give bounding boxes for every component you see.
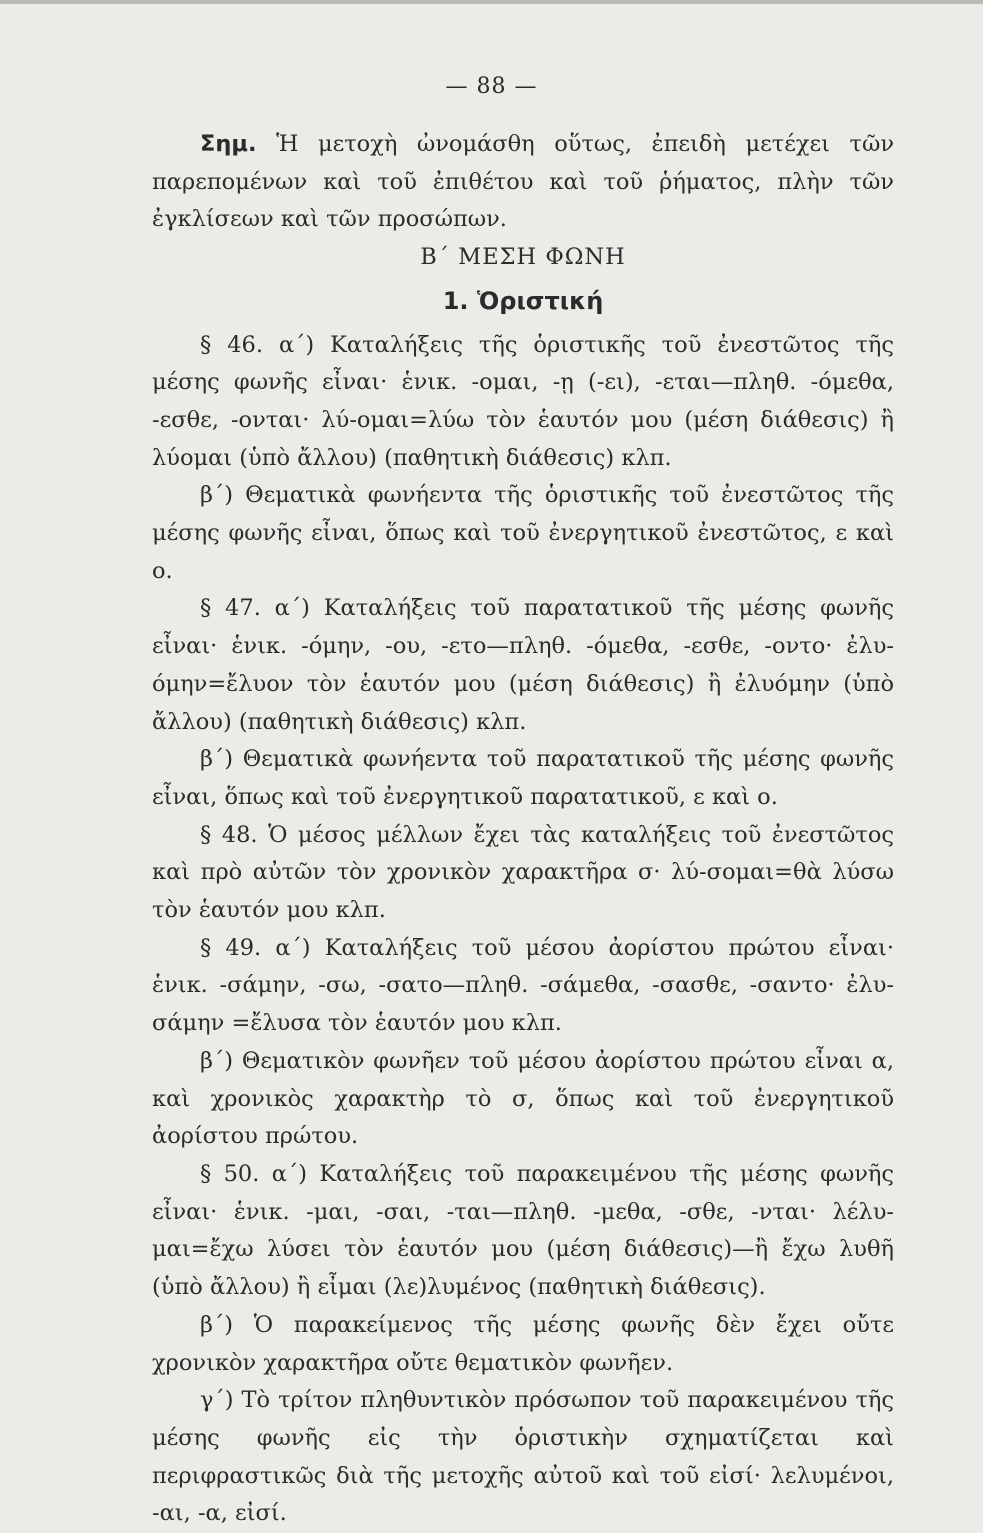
paragraph-47b: β΄) Θεματικὰ φωνήεντα τοῦ παρατατικοῦ τῆς μέσης φωνῆς εἶναι, ὅπως καὶ τοῦ ἐνεργητικοῦ παρατατικοῦ, ε καὶ ο.	[152, 746, 894, 810]
paragraph-50b: β΄) Ὁ παρακείμενος τῆς μέσης φωνῆς δὲν ἔχει οὔτε χρονικὸν χαρακτῆρα οὔτε θεματικὸν φωνῆεν.	[152, 1311, 894, 1376]
paragraph-49b: β΄) Θεματικὸν φωνῆεν τοῦ μέσου ἀορίστου πρώτου εἶναι α, καὶ χρονικὸς χαρακτὴρ τὸ σ, ὅπως καὶ τοῦ ἐνεργητικοῦ ἀορίστου πρώτου.	[152, 1047, 894, 1150]
note-label: Σημ.	[200, 131, 257, 157]
page-number: — 88 —	[445, 74, 538, 99]
section-heading: Β΄ ΜΕΣΗ ΦΩΝΗ	[420, 244, 626, 271]
paragraph-50c: γ΄) Τὸ τρίτον πληθυντικὸν πρόσωπον τοῦ παρακειμένου τῆς μέσης φωνῆς εἰς τὴν ὁριστικὴν σχηματίζεται καὶ περιφραστικῶς διὰ τῆς μετοχῆς αὐτοῦ καὶ τοῦ εἰσί· λελυμένοι, -αι, -α, εἰσί.	[152, 1387, 894, 1527]
subsection-heading: 1. Ὁριστική	[442, 286, 604, 315]
paragraph-50a: § 50. α΄) Καταλήξεις τοῦ παρακειμένου τῆς μέσης φωνῆς εἶναι· ἑνικ. -μαι, -σαι, -ται—πληθ. -μεθα, -σθε, -νται· λέλυ-μαι=ἔχω λύσει τὸν ἑαυτόν μου (μέση διάθεσις)—ἢ ἔχω λυθῆ (ὑπὸ ἄλλου) ἢ εἶμαι (λε)λυμένος (παθητικὴ διάθεσις).	[152, 1160, 894, 1301]
note-text: Ἡ μετοχὴ ὠνομάσθη οὕτως, ἐπειδὴ μετέχει τῶν παρεπομένων καὶ τοῦ ἐπιθέτου καὶ τοῦ ῥήματος, πλὴν τῶν ἐγκλίσεων καὶ τῶν προσώπων.	[152, 131, 894, 233]
paragraph-46b: β΄) Θεματικὰ φωνήεντα τῆς ὁριστικῆς τοῦ ἐνεστῶτος τῆς μέσης φωνῆς εἶναι, ὅπως καὶ τοῦ ἐνεργητικοῦ ἐνεστῶτος, ε καὶ ο.	[152, 482, 894, 584]
note-paragraph	[152, 126, 894, 239]
page-body	[152, 126, 894, 1533]
paragraph-48: § 48. Ὁ μέσος μέλλων ἔχει τὰς καταλήξεις τοῦ ἐνεστῶτος καὶ πρὸ αὐτῶν τὸν χρονικὸν χαρακτῆρα σ· λύ-σομαι=θὰ λύσω τὸν ἑαυτόν μου κλπ.	[152, 821, 894, 924]
paragraph-49a: § 49. α΄) Καταλήξεις τοῦ μέσου ἀορίστου πρώτου εἶναι· ἑνικ. -σάμην, -σω, -σατο—πληθ. -σάμεθα, -σασθε, -σαντο· ἐλυ-σάμην =ἔλυσα τὸν ἑαυτόν μου κλπ.	[152, 934, 894, 1037]
paragraph-46a: § 46. α΄) Καταλήξεις τῆς ὁριστικῆς τοῦ ἐνεστῶτος τῆς μέσης φωνῆς εἶναι· ἑνικ. -ομαι, -ῃ (-ει), -εται—πληθ. -όμεθα, -εσθε, -ονται· λύ-ομαι=λύω τὸν ἑαυτόν μου (μέση διάθεσις) ἢ λύομαι (ὑπὸ ἄλλου) (παθητικὴ διάθεσις) κλπ.	[152, 331, 894, 471]
page-top-edge	[0, 0, 983, 4]
paragraph-47a: § 47. α΄) Καταλήξεις τοῦ παρατατικοῦ τῆς μέσης φωνῆς εἶναι· ἑνικ. -όμην, -ου, -ετο—πληθ. -όμεθα, -εσθε, -οντο· ἐλυ-όμην=ἔλυον τὸν ἑαυτόν μου (μέση διάθεσις) ἢ ἐλυόμην (ὑπὸ ἄλλου) (παθητικὴ διάθεσις) κλπ.	[152, 595, 894, 735]
